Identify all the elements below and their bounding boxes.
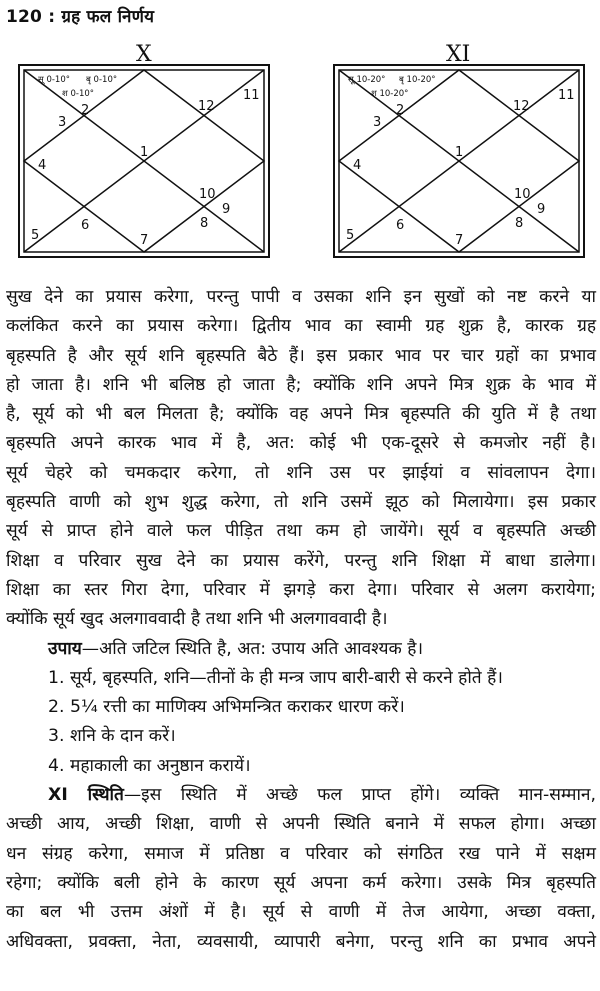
chart-xi-annotation-sun: सू 10-20° xyxy=(348,75,386,85)
text-line: बृहस्पति है और सूर्य शनि बृहस्पति बैठे हैं। इस प्रकार भाव पर चार ग्रहों का प्रभाव xyxy=(6,345,596,366)
text-line: रहेगा; क्योंकि बली होने के कारण सूर्य अपना कर्म करेगा। उसके मित्र बृहस्पति xyxy=(6,872,596,893)
list-item: 4. महाकाली का अनुष्ठान करायें। xyxy=(48,755,251,776)
remedy-list xyxy=(6,664,596,781)
chart-xi-annotation-saturn: श 10-20° xyxy=(371,89,409,99)
chart-xi xyxy=(333,64,585,258)
text-line: बृहस्पति अपने कारक भाव में है, अत: कोई भी एक-दूसरे से कमजोर नहीं है। xyxy=(6,433,596,454)
chart-xi-house-4: 4 xyxy=(353,158,362,173)
list-item: 2. 5¼ रत्ती का माणिक्य अभिमन्त्रित कराकर धारण करें। xyxy=(48,697,405,718)
paragraph-1 xyxy=(6,283,596,635)
chart-x-label: X xyxy=(136,42,152,67)
chart-xi-house-7: 7 xyxy=(455,233,464,248)
remedy-heading xyxy=(6,635,596,664)
chart-xi-house-3: 3 xyxy=(373,115,382,130)
chart-x-house-12: 12 xyxy=(198,99,215,114)
chart-xi-house-12: 12 xyxy=(513,99,530,114)
chart-x-house-1: 1 xyxy=(140,145,149,160)
text-line: है, सूर्य को भी बल मिलता है; क्योंकि वह अपने मित्र बृहस्पति की युति में है तथा xyxy=(6,404,596,425)
page-header xyxy=(6,4,154,27)
chart-xi-house-8: 8 xyxy=(515,216,524,231)
text-line: का बल भी उत्तम अंशों में है। सूर्य से वाणी में तेज आयेगा, अच्छा वक्ता, xyxy=(6,902,596,923)
situation-heading-line xyxy=(6,781,596,810)
text-line: सुख देने का प्रयास करेगा, परन्तु पापी व उसका शनि इन सुखों को नष्ट करने या xyxy=(6,287,596,307)
text-line: बृहस्पति वाणी को शुभ शुद्ध करेगा, तो शनि उसमें झूठ को मिलायेगा। इस प्रकार xyxy=(6,492,596,513)
text-line: क्योंकि सूर्य खुद अलगाववादी है तथा शनि भी अलगाववादी है। xyxy=(6,609,388,630)
chart-xi-label: XI xyxy=(446,42,471,67)
chart-xi-house-5: 5 xyxy=(346,228,355,243)
text-line: शिक्षा का स्तर गिरा देगा, परिवार में झगड़े करा देगा। परिवार से अलग करायेगा; xyxy=(6,579,596,600)
chart-xi-house-9: 9 xyxy=(537,202,546,217)
chart-x-house-9: 9 xyxy=(222,202,231,217)
chart-x-annotation-saturn: श 0-10° xyxy=(62,89,95,99)
chart-x-house-3: 3 xyxy=(58,115,67,130)
chart-x xyxy=(18,64,270,258)
situation-text: —इस स्थिति में अच्छे फल प्राप्त होंगे। व्यक्ति मान-सम्मान, xyxy=(123,785,596,806)
text-line: कलंकित करने का प्रयास करेगा। द्वितीय भाव का स्वामी ग्रह शुक्र है, कारक ग्रह xyxy=(6,316,596,337)
text-line: अच्छी आय, अच्छी शिक्षा, वाणी से अपनी स्थिति बनाने में सफल होगा। अच्छा xyxy=(6,814,596,835)
text-line: शिक्षा व परिवार सुख देने का प्रयास करेंगे, परन्तु शनि शिक्षा में बाधा डालेगा। xyxy=(6,550,596,571)
chart-xi-house-2: 2 xyxy=(396,103,405,118)
remedy-lead: उपाय xyxy=(48,638,82,659)
chart-xi-house-1: 1 xyxy=(455,145,464,160)
chart-xi-house-6: 6 xyxy=(396,218,405,233)
chart-x-house-5: 5 xyxy=(31,228,40,243)
remedy-text: —अति जटिल स्थिति है, अत: उपाय अति आवश्यक है। xyxy=(81,638,423,659)
chart-x-house-11: 11 xyxy=(243,88,260,103)
chart-xi-annotation-jupiter: बृ 10-20° xyxy=(399,75,436,85)
text-line: अधिवक्ता, प्रवक्ता, नेता, व्यवसायी, व्यापारी बनेगा, परन्तु शनि का प्रभाव अपने xyxy=(6,931,596,952)
chart-xi-house-11: 11 xyxy=(558,88,575,103)
list-item: 3. शनि के दान करें। xyxy=(48,726,176,747)
chart-x-annotation-sun: सू 0-10° xyxy=(38,75,70,85)
body-text xyxy=(6,283,596,957)
chart-x-house-8: 8 xyxy=(200,216,209,231)
page-number: 120 xyxy=(6,7,43,27)
paragraph-2 xyxy=(6,781,596,957)
chart-x-house-4: 4 xyxy=(38,158,47,173)
text-line: हो जाता है। शनि भी बलिष्ठ हो जाता है; क्योंकि शनि अपने मित्र शुक्र के भाव में xyxy=(6,374,596,395)
chart-x-house-6: 6 xyxy=(81,218,90,233)
list-item: 1. सूर्य, बृहस्पति, शनि—तीनों के ही मन्त्र जाप बारी-बारी से करने होते हैं। xyxy=(48,667,503,688)
text-line: सूर्य से प्राप्त होने वाले फल पीड़ित तथा कम हो जायेंगे। सूर्य व बृहस्पति अच्छी xyxy=(6,521,596,542)
chart-x-house-10: 10 xyxy=(199,187,216,202)
situation-lead: XI स्थिति xyxy=(48,785,124,806)
chart-x-annotation-jupiter: बृ 0-10° xyxy=(86,75,118,85)
chart-x-house-2: 2 xyxy=(81,103,90,118)
header-separator: : xyxy=(48,7,56,27)
chart-xi-house-10: 10 xyxy=(514,187,531,202)
text-line: धन संग्रह करेगा, समाज में प्रतिष्ठा व परिवार को संगठित रख पाने में सक्षम xyxy=(6,843,596,864)
text-line: सूर्य चेहरे को चमकदार करेगा, तो शनि उस पर झाईयां व सांवलापन देगा। xyxy=(6,462,596,483)
chart-x-house-7: 7 xyxy=(140,233,149,248)
book-title: ग्रह फल निर्णय xyxy=(61,7,155,27)
